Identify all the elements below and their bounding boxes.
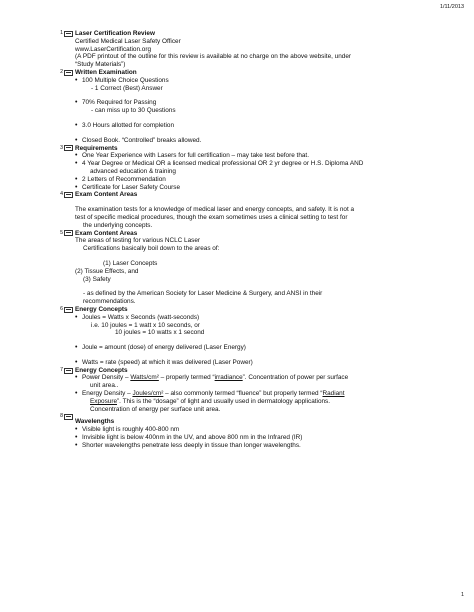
text-line: Certifications basically boil down to the areas of: xyxy=(83,245,220,253)
paragraph-line: the underlying concepts. xyxy=(83,221,153,229)
slide-thumbnail-icon xyxy=(64,307,73,313)
slide-thumbnail-icon xyxy=(64,368,73,374)
slide-title: Energy Concepts xyxy=(75,366,128,374)
slide-1 xyxy=(0,30,474,69)
slide-8 xyxy=(0,413,474,449)
underlined-term: Joules/cm² xyxy=(132,390,164,398)
outline-document xyxy=(0,30,474,450)
text-line: Certified Medical Laser Safety Officer xyxy=(75,37,181,45)
text-line: www.LaserCertification.org xyxy=(75,45,152,53)
slide-number: 4 xyxy=(60,191,63,198)
bullet-continuation: unit area.. xyxy=(90,382,119,390)
bullet-item: • 70% Required for Passing xyxy=(75,99,474,107)
bullet-item: • Energy Density – Joules/cm² – also commonly termed “fluence” but properly termed “Radiant xyxy=(75,390,474,398)
slide-number: 2 xyxy=(60,68,63,75)
slide-number: 7 xyxy=(60,366,63,373)
slide-title: Wavelengths xyxy=(75,418,115,426)
bullet-continuation: advanced education & training xyxy=(90,167,176,175)
page-number: 1 xyxy=(460,592,464,598)
bullet-item: • Joules = Watts x Seconds (watt-seconds) xyxy=(75,314,474,322)
slide-thumbnail-icon xyxy=(64,192,73,198)
slide-thumbnail-icon xyxy=(64,230,73,236)
slide-number: 8 xyxy=(60,413,63,420)
paragraph-line: test of specific medical procedures, though the exam sometimes uses a clinical setting to test for xyxy=(75,213,348,221)
slide-number: 6 xyxy=(60,305,63,312)
slide-title: Requirements xyxy=(75,144,118,152)
bullet-continuation: Concentration of energy per surface unit area. xyxy=(90,405,221,413)
list-item: (2) Tissue Effects, and xyxy=(75,267,139,275)
slide-title: Exam Content Areas xyxy=(75,191,138,199)
text-line: (A PDF printout of the outline for this review is available at no charge on the above website, under xyxy=(75,53,352,61)
slide-thumbnail-icon xyxy=(64,70,73,76)
bullet-item: • Shorter wavelengths penetrate less deeply in tissue than longer wavelengths. xyxy=(75,442,474,450)
slide-title: Laser Certification Review xyxy=(75,30,155,37)
slide-6 xyxy=(0,306,474,367)
list-item: (1) Laser Concepts xyxy=(103,259,158,267)
sub-item: - can miss up to 30 Questions xyxy=(91,107,176,115)
text-line: recommendations. xyxy=(83,298,136,306)
sub-item: i.e. 10 joules = 1 watt x 10 seconds, or xyxy=(91,321,200,329)
slide-number: 1 xyxy=(60,30,63,36)
bullet-item: • Watts = rate (speed) at which it was delivered (Laser Power) xyxy=(75,359,474,367)
bullet-item: • Certificate for Laser Safety Course xyxy=(75,184,474,192)
text-line: - as defined by the American Society for Laser Medicine & Surgery, and ANSI in their xyxy=(83,290,323,298)
slide-thumbnail-icon xyxy=(64,31,73,37)
bullet-item: • 2 Letters of Recommendation xyxy=(75,176,474,184)
slide-thumbnail-icon xyxy=(64,414,73,420)
slide-5 xyxy=(0,230,474,306)
slide-number: 5 xyxy=(60,229,63,236)
underlined-term: Watts/cm² xyxy=(130,374,159,382)
underlined-term: Exposure xyxy=(90,397,117,405)
sub-item: 10 joules = 10 watts x 1 second xyxy=(115,329,205,337)
bullet-item: • One Year Experience with Lasers for full certification – may take test before that. xyxy=(75,152,474,160)
slide-number: 3 xyxy=(60,144,63,151)
slide-3 xyxy=(0,145,474,192)
paragraph-line: The examination tests for a knowledge of medical laser and energy concepts, and safety. It is not a xyxy=(75,206,355,214)
bullet-item: • 3.0 Hours allotted for completion xyxy=(75,122,474,130)
slide-thumbnail-icon xyxy=(64,145,73,151)
bullet-item: • Closed Book. “Controlled” breaks allowed. xyxy=(75,137,474,145)
bullet-item: • Invisible light is below 400nm in the UV, and above 800 nm in the Infrared (IR) xyxy=(75,434,474,442)
slide-7 xyxy=(0,367,474,414)
print-date: 1/11/2013 xyxy=(439,4,464,10)
slide-2 xyxy=(0,69,474,145)
sub-item: - 1 Correct (Best) Answer xyxy=(91,84,163,92)
slide-title: Written Examination xyxy=(75,68,137,76)
list-item: (3) Safety xyxy=(83,275,111,283)
bullet-continuation: Exposure”. This is the “dosage” of light and usually used in dermatology applications. xyxy=(90,397,331,405)
text-line: The areas of testing for various NCLC Laser xyxy=(75,237,201,245)
text-line: “Study Materials”) xyxy=(75,61,126,69)
bullet-item: • Power Density – Watts/cm² – properly termed “irradiance”. Concentration of power per surface xyxy=(75,374,474,382)
underlined-term: irradiance xyxy=(214,374,243,382)
underlined-term: Radiant xyxy=(322,390,345,398)
bullet-item: • Visible light is roughly 400-800 nm xyxy=(75,426,474,434)
slide-title: Exam Content Areas xyxy=(75,229,138,237)
bullet-item: • 4 Year Degree or Medical OR a licensed medical professional OR 2 yr degree or H.S. Diploma AND xyxy=(75,160,474,168)
bullet-item: • 100 Multiple Choice Questions xyxy=(75,77,474,85)
bullet-item: • Joule = amount (dose) of energy delivered (Laser Energy) xyxy=(75,344,474,352)
slide-title: Energy Concepts xyxy=(75,305,128,313)
slide-4 xyxy=(0,191,474,229)
